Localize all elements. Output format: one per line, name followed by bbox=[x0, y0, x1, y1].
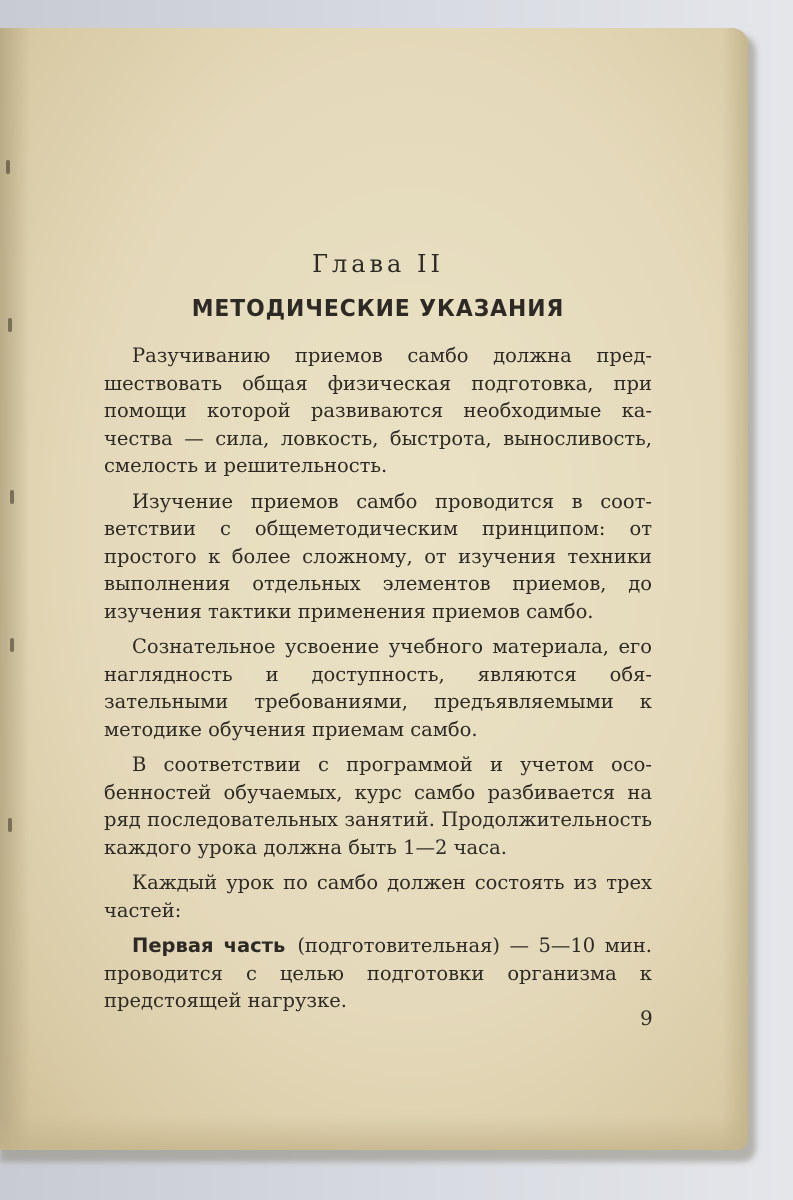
binding-stitch-mark bbox=[10, 490, 14, 504]
page-edge-right bbox=[722, 28, 748, 1150]
paragraph-first-part bbox=[104, 932, 652, 1015]
chapter-heading: Глава II bbox=[312, 250, 444, 278]
page-edge-bottom bbox=[0, 1116, 748, 1150]
page-number: 9 bbox=[640, 1006, 653, 1030]
first-part-label: Первая часть bbox=[132, 934, 286, 957]
chapter-title: МЕТОДИЧЕСКИЕ УКАЗАНИЯ bbox=[191, 296, 565, 322]
paragraph: Разучиванию приемов самбо должна предшествовать общая физическая подготовка, при помощи которой развиваются необходимые качества — сила, ловкость, быстрота, выносливость, смелость и решительность. bbox=[104, 344, 652, 477]
paragraph: Сознательное усвоение учебного материала, его наглядность и доступность, являются обязательными требованиями, предъявляемыми к методике обучения приемам самбо. bbox=[104, 635, 652, 741]
paragraph: Каждый урок по самбо должен состоять из трех частей: bbox=[104, 871, 652, 922]
page-gutter bbox=[0, 28, 30, 1150]
binding-stitch-mark bbox=[10, 638, 14, 652]
first-part-text: (подготовительная) — 5—10 мин. проводится с целью подготовки организма к предстоящей нагрузке. bbox=[104, 934, 652, 1012]
page-content bbox=[104, 250, 652, 1023]
binding-stitch-mark bbox=[8, 318, 12, 332]
binding-stitch-mark bbox=[8, 818, 12, 832]
binding-stitch-mark bbox=[6, 160, 10, 174]
paragraph: В соответствии с программой и учетом особенностей обучаемых, курс самбо разбивается на ряд последовательных занятий. Продолжительность каждого урока должна быть 1—2 часа. bbox=[104, 753, 652, 859]
paragraph: Изучение приемов самбо проводится в соответствии с общеметодическим принципом: от простого к более сложному, от изучения техники выполнения отдельных элементов приемов, до изучения тактики применения приемов самбо. bbox=[104, 489, 652, 623]
